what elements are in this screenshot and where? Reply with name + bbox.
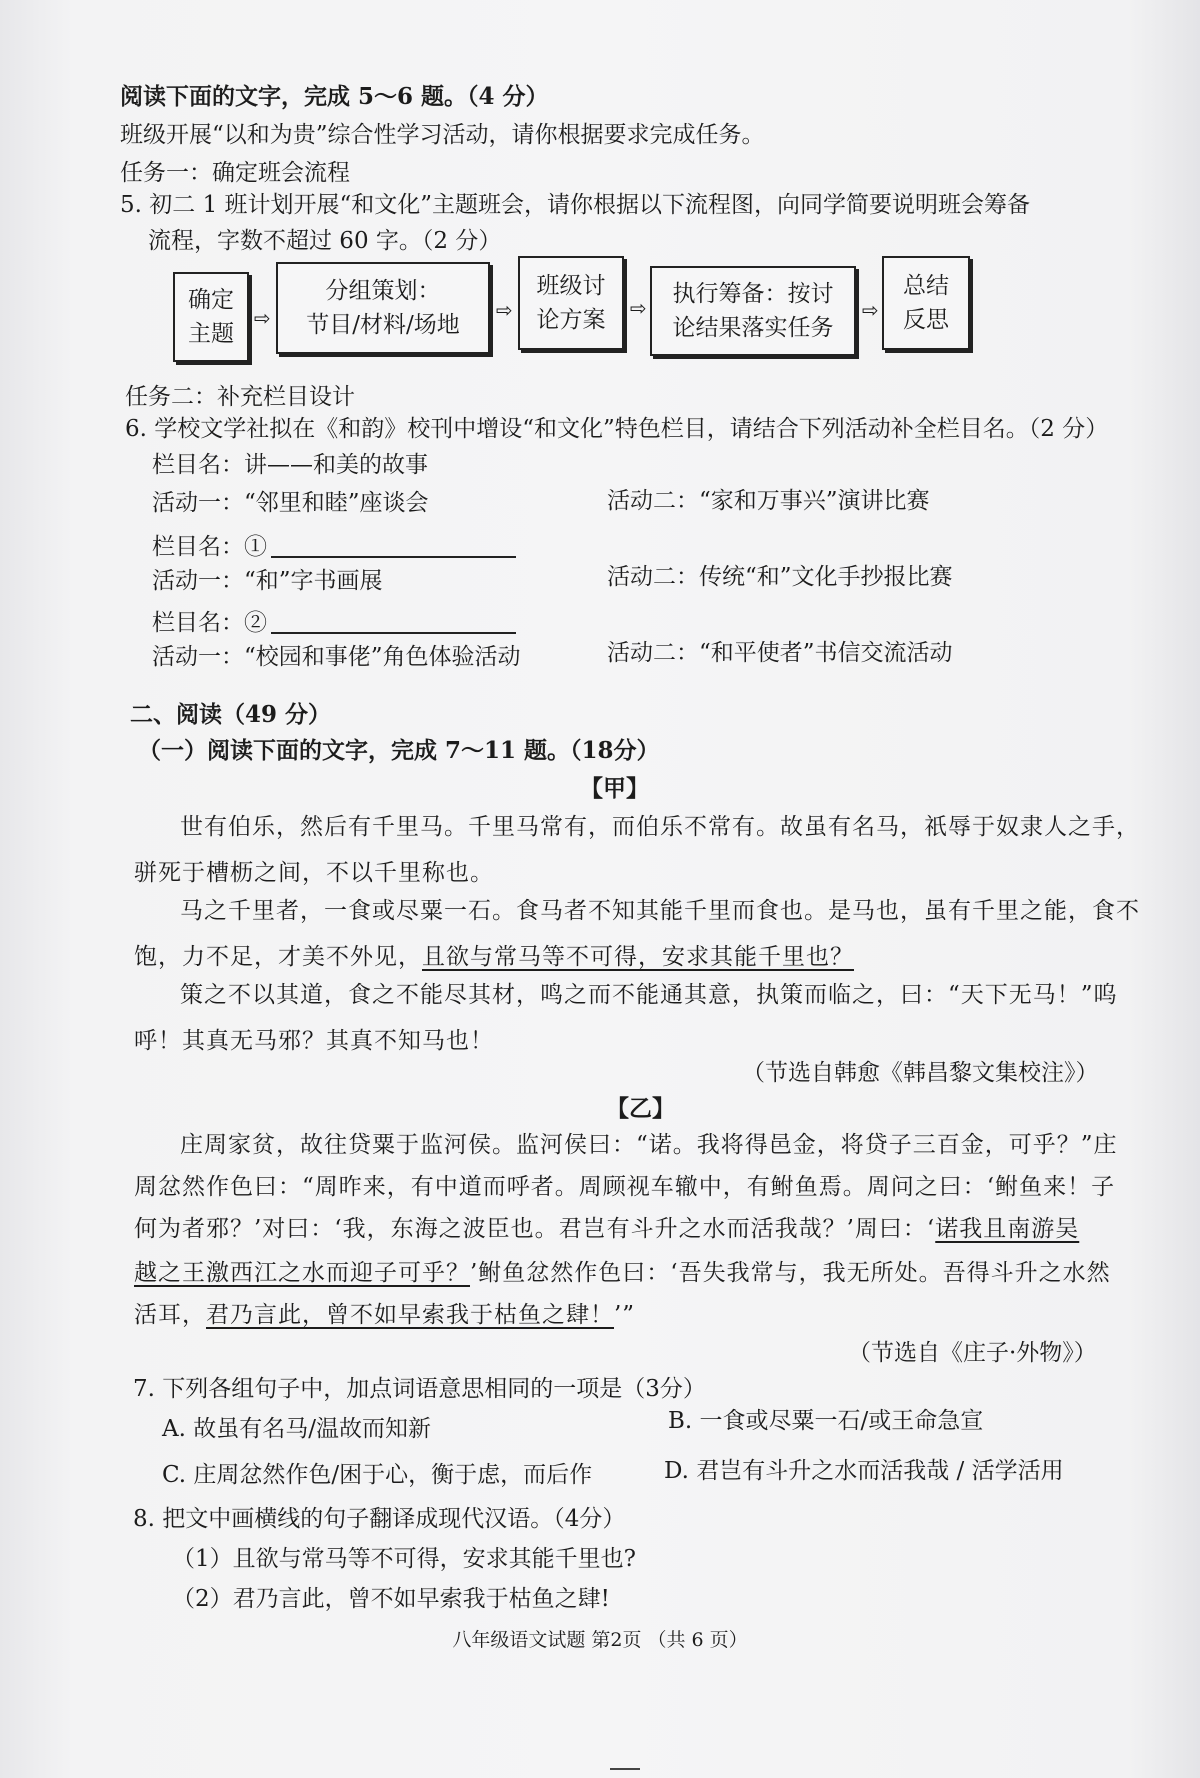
yi-paragraph-text: 何为者邪？’对曰：‘我，东海之波臣也。君岂有斗升之水而活我哉？’周曰：‘ [134,1216,936,1242]
column-name-3 [152,608,516,638]
answer-blank-1[interactable] [271,534,516,558]
underlined-sentence-3: 君乃言此，曾不如早索我于枯鱼之肆！ [206,1302,614,1328]
column2-activity2: 活动二：传统“和”文化手抄报比赛 [607,564,953,590]
section2-heading: 二、阅读（49 分） [130,701,332,728]
column-name-2 [152,532,516,562]
question7-option-d: D. 君岂有斗升之水而活我哉 / 活学活用 [664,1458,1064,1484]
flow-step-1-line2: 主题 [188,321,234,347]
jia-paragraph2-line1: 马之千里者，一食或尽粟一石。食马者不知其能千里而食也。是马也，虽有千里之能，食不 [180,898,1140,924]
underlined-sentence-1: 且欲与常马等不可得，安求其能千里也？ [422,944,854,970]
underlined-sentence-2-part2: 越之王激西江之水而迎子可乎？ [134,1260,470,1286]
jia-source: （节选自韩愈《韩昌黎文集校注》） [742,1060,1099,1086]
column2-activity1: 活动一：“和”字书画展 [152,568,383,594]
jia-paragraph3-line2: 呼！其真无马邪？其真不知马也！ [134,1028,494,1054]
column3-activity1: 活动一：“校园和事佬”角色体验活动 [152,644,521,670]
jia-paragraph2-text: 饱，力不足，才美不外见， [134,944,422,970]
flow-step-determine-theme [173,272,249,362]
flow-step-3-line1: 班级讨 [536,273,606,299]
flow-step-2-line2: 节目/材料/场地 [306,312,460,338]
flow-step-4-line2: 论结果落实任务 [672,315,834,341]
jia-paragraph1-line1: 世有伯乐，然后有千里马。千里马常有，而伯乐不常有。故虽有名马，祇辱于奴隶人之手， [180,814,1140,840]
flow-step-execution [650,266,856,356]
jia-paragraph1-line2: 骈死于槽枥之间，不以千里称也。 [134,860,494,886]
question8-sentence1: （1）且欲与常马等不可得，安求其能千里也? [172,1546,636,1572]
column3-activity2: 活动二：“和平使者”书信交流活动 [607,640,953,666]
yi-paragraph-text: ’” [614,1302,636,1328]
reading-instruction: 阅读下面的文字，完成 5～6 题。（4 分） [120,83,549,110]
column-name-3-label: 栏目名：② [152,610,267,636]
flow-arrow-icon: ⇨ [496,298,513,322]
yi-paragraph-text: ’鲋鱼忿然作色曰：‘吾失我常与，我无所处。吾得斗升之水然 [470,1260,1111,1286]
divider [610,1768,640,1770]
yi-source: （节选自《庄子·外物》） [848,1340,1097,1366]
yi-paragraph-line5 [134,1300,635,1330]
question5-text: 5. 初二 1 班计划开展“和文化”主题班会，请你根据以下流程图，向同学简要说明班会筹备 [120,192,1031,218]
question5-text-cont: 流程，字数不超过 60 字。（2 分） [148,228,502,254]
flow-step-class-discussion [518,256,624,350]
yi-paragraph-text: 活耳， [134,1302,206,1328]
flow-step-summary [882,256,970,350]
question7-text: 7. 下列各组句子中，加点词语意思相同的一项是（3分） [133,1376,706,1402]
yi-paragraph-line2: 周忿然作色曰：“周昨来，有中道而呼者。周顾视车辙中，有鲋鱼焉。周问之曰：‘鲋鱼来！子 [134,1174,1116,1200]
jia-paragraph3-line1: 策之不以其道，食之不能尽其材，鸣之而不能通其意，执策而临之，曰：“天下无马！”呜 [180,982,1118,1008]
question7-option-c: C. 庄周忿然作色/困于心，衡于虑，而后作 [162,1462,593,1488]
question8-text: 8. 把文中画横线的句子翻译成现代汉语。（4分） [133,1506,626,1532]
flow-step-1-line1: 确定 [188,287,234,313]
answer-blank-2[interactable] [271,610,516,634]
column-name-2-label: 栏目名：① [152,534,267,560]
underlined-sentence-2-part1: 诺我且南游吴 [935,1216,1080,1242]
flow-arrow-icon: ⇨ [862,298,879,322]
task2-heading: 任务二：补充栏目设计 [125,384,355,410]
question8-sentence2: （2）君乃言此，曾不如早索我于枯鱼之肆! [172,1586,610,1612]
jia-paragraph2-line2 [134,942,854,972]
column1-activity1: 活动一：“邻里和睦”座谈会 [152,490,429,516]
column-name-1: 栏目名：讲——和美的故事 [152,452,428,478]
yi-paragraph-line3 [134,1214,1079,1244]
part1-instruction: （一）阅读下面的文字，完成 7～11 题。（18分） [138,737,660,764]
flow-step-group-planning [276,262,490,354]
yi-paragraph-line1: 庄周家贫，故往贷粟于监河侯。监河侯曰：“诺。我将得邑金，将贷子三百金，可乎？”庄 [180,1132,1118,1158]
passage-jia-label: 【甲】 [580,775,649,802]
question7-option-a: A. 故虽有名马/温故而知新 [162,1416,431,1442]
flow-arrow-icon: ⇨ [254,306,271,330]
flow-step-3-line2: 论方案 [536,307,606,333]
yi-paragraph-line4 [134,1258,1111,1288]
task1-heading: 任务一：确定班会流程 [120,160,350,186]
column1-activity2: 活动二：“家和万事兴”演讲比赛 [607,488,930,514]
activity-description: 班级开展“以和为贵”综合性学习活动，请你根据要求完成任务。 [120,122,765,148]
flow-step-5-line1: 总结 [903,273,949,299]
flow-step-2-line1: 分组策划： [325,278,441,304]
question7-option-b: B. 一食或尽粟一石/或王命急宣 [668,1408,984,1434]
page-footer: 八年级语文试题 第2页 （共 6 页） [452,1629,748,1651]
flow-step-5-line2: 反思 [903,307,949,333]
question6-text: 6. 学校文学社拟在《和韵》校刊中增设“和文化”特色栏目，请结合下列活动补全栏目名。（2 分） [125,416,1109,442]
flow-arrow-icon: ⇨ [630,296,647,320]
flow-step-4-line1: 执行筹备：按讨 [672,281,834,307]
passage-yi-label: 【乙】 [606,1095,675,1122]
